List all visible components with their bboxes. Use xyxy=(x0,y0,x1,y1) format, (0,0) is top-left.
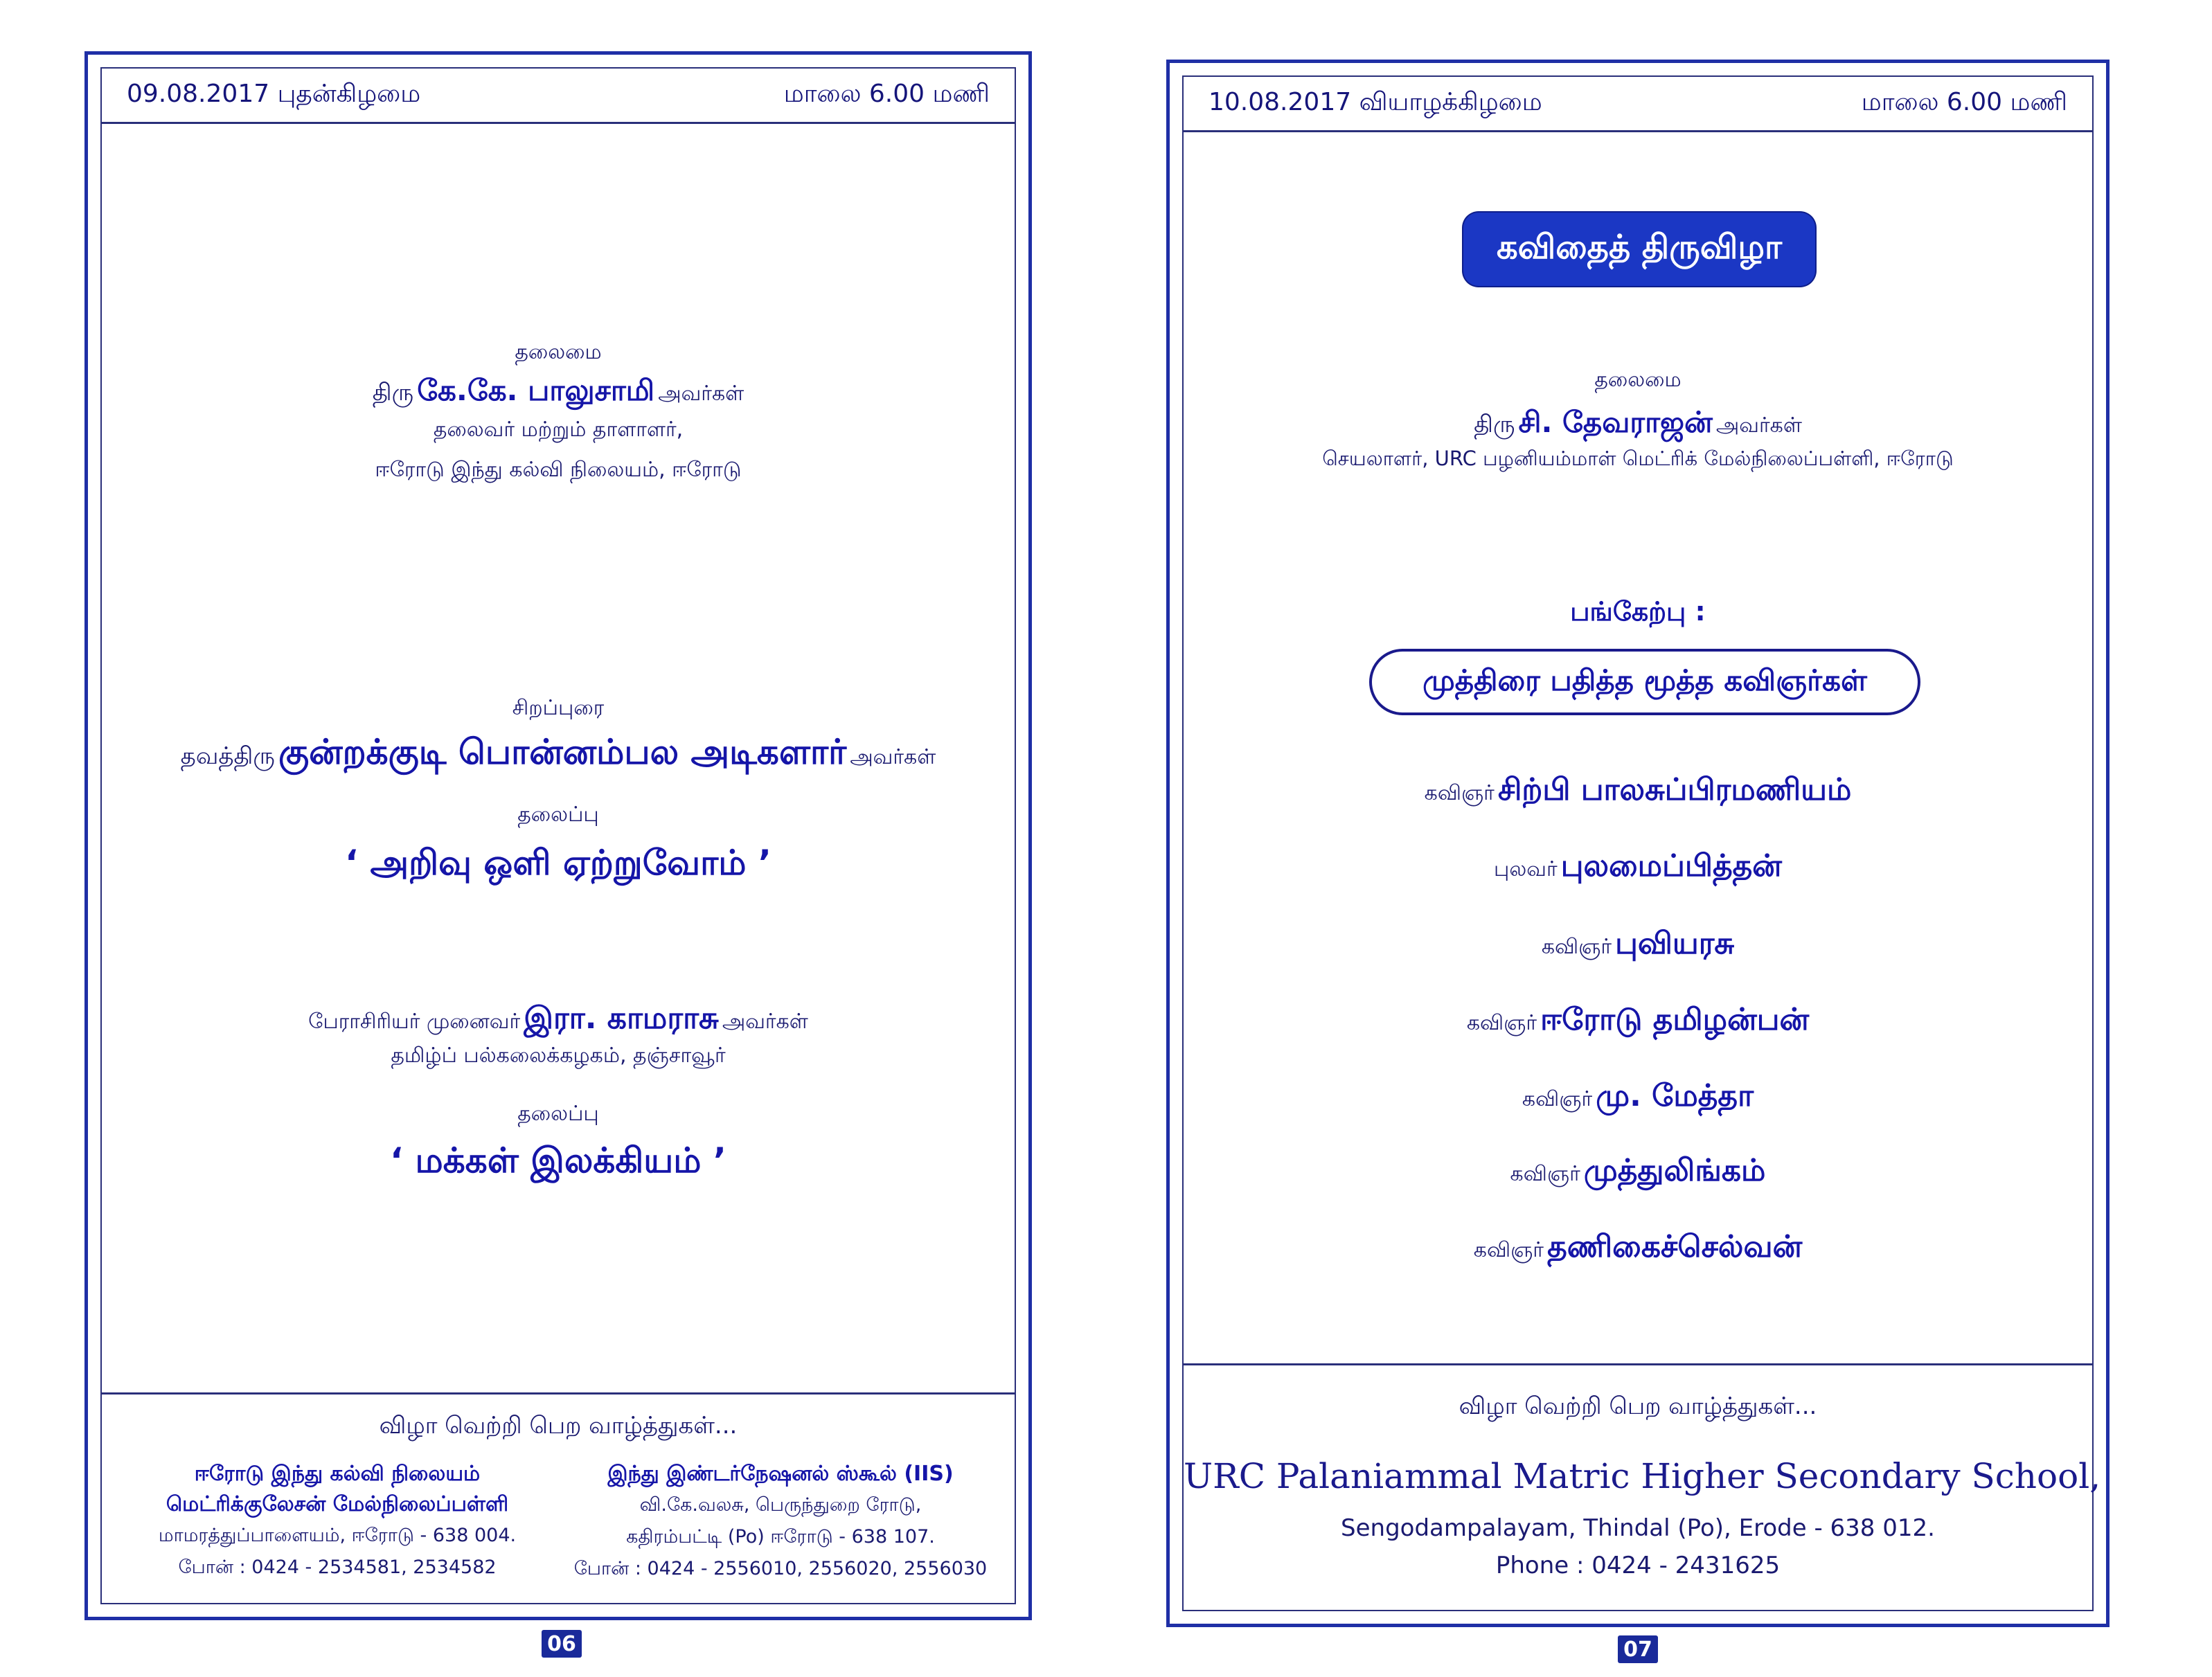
right-time: மாலை 6.00 மணி xyxy=(1861,87,2067,116)
left-speaker2-name: இரா. காமராசு xyxy=(524,1001,719,1036)
left-chair-prefix: திரு xyxy=(372,379,414,406)
poet-row-7 xyxy=(1184,1229,2092,1268)
sponsor2-line1: இந்து இண்டர்நேஷனல் ஸ்கூல் (IIS) xyxy=(607,1462,954,1486)
sponsor1-line1: ஈரோடு இந்து கல்வி நிலையம் xyxy=(194,1462,481,1486)
poet-row-3 xyxy=(1184,926,2092,965)
left-chair-line xyxy=(102,373,1015,411)
poet-1-name: சிற்பி பாலசுப்பிரமணியம் xyxy=(1497,772,1852,807)
school-address: Sengodampalayam, Thindal (Po), Erode - 638 012. xyxy=(1341,1514,1935,1542)
poet-row-2 xyxy=(1184,848,2092,888)
left-sponsor-1 xyxy=(130,1459,545,1584)
right-wishes: விழா வெற்றி பெற வாழ்த்துகள்... xyxy=(1459,1392,1817,1420)
poet-3-title: கவிஞர் xyxy=(1541,935,1612,959)
sponsor1-line2: மெட்ரிக்குலேசன் மேல்நிலைப்பள்ளி xyxy=(166,1492,509,1516)
right-page-inner-frame xyxy=(1182,75,2101,1611)
left-page-number: 06 xyxy=(542,1630,582,1658)
right-chair-prefix: திரு xyxy=(1474,411,1515,438)
left-date: 09.08.2017 புதன்கிழமை xyxy=(127,79,421,108)
sponsor1-line4: போன் : 0424 - 2534581, 2534582 xyxy=(178,1557,497,1578)
poet-2-name: புலமைப்பித்தன் xyxy=(1560,848,1782,884)
right-page xyxy=(1166,60,2110,1627)
left-speaker1-prefix: தவத்திரு xyxy=(180,742,275,770)
left-wishes: விழா வெற்றி பெற வாழ்த்துகள்... xyxy=(379,1412,738,1440)
participation-pill: முத்திரை பதித்த மூத்த கவிஞர்கள் xyxy=(1369,649,1920,715)
left-speaker2-line xyxy=(102,1001,1015,1040)
left-speaker1-name: குன்றக்குடி பொன்னம்பல அடிகளார் xyxy=(278,732,847,772)
poet-7-name: தணிகைச்செல்வன் xyxy=(1547,1229,1803,1264)
left-topic-1: ‘ அறிவு ஒளி ஏற்றுவோம் ’ xyxy=(345,843,771,883)
right-date: 10.08.2017 வியாழக்கிழமை xyxy=(1208,87,1542,116)
poet-1-title: கவிஞர் xyxy=(1424,781,1495,805)
right-chair-label: தலைமை xyxy=(1594,368,1682,392)
poet-4-title: கவிஞர் xyxy=(1466,1011,1537,1035)
poet-6-name: முத்துலிங்கம் xyxy=(1583,1153,1766,1188)
left-page-inner-frame xyxy=(100,67,1016,1604)
poet-row-6 xyxy=(1184,1153,2092,1192)
sponsor2-line2: வி.கே.வலசு, பெருந்துறை ரோடு, xyxy=(639,1494,922,1516)
left-chair-name: கே.கே. பாலுசாமி xyxy=(417,373,655,407)
participation-label: பங்கேற்பு : xyxy=(1570,596,1706,627)
right-chair-suffix: அவர்கள் xyxy=(1715,413,1802,438)
left-chair-org: ஈரோடு இந்து கல்வி நிலையம், ஈரோடு xyxy=(375,458,742,482)
right-chair-line xyxy=(1184,405,2092,443)
left-chair-label: தலைமை xyxy=(515,340,602,364)
left-speaker2-org: தமிழ்ப் பல்கலைக்கழகம், தஞ்சாவூர் xyxy=(391,1043,726,1068)
left-special-label: சிறப்புரை xyxy=(512,696,605,720)
poet-4-name: ஈரோடு தமிழன்பன் xyxy=(1540,1002,1810,1037)
poet-3-name: புவியரசு xyxy=(1615,926,1735,961)
festival-banner: கவிதைத் திருவிழா xyxy=(1463,213,1815,286)
left-speaker2-prefix: பேராசிரியர் முனைவர் xyxy=(308,1010,521,1034)
right-header xyxy=(1184,77,2092,132)
sponsor2-line4: போன் : 0424 - 2556010, 2556020, 2556030 xyxy=(573,1558,988,1579)
left-speaker1-suffix: அவர்கள் xyxy=(850,745,936,769)
right-page-number: 07 xyxy=(1618,1635,1658,1663)
poet-2-title: புலவர் xyxy=(1494,857,1558,881)
left-header xyxy=(102,69,1015,124)
right-chair-name: சி. தேவராஜன் xyxy=(1518,405,1713,439)
left-time: மாலை 6.00 மணி xyxy=(783,79,990,108)
right-chair-org: செயலாளர், URC பழனியம்மாள் மெட்ரிக் மேல்நிலைப்பள்ளி, ஈரோடு xyxy=(1322,447,1954,470)
sponsor1-line3: மாமரத்துப்பாளையம், ஈரோடு - 638 004. xyxy=(158,1525,517,1546)
left-chair-suffix: அவர்கள் xyxy=(658,382,744,406)
left-speaker1-line xyxy=(102,732,1015,777)
poet-5-name: மு. மேத்தா xyxy=(1596,1078,1754,1113)
poet-row-5 xyxy=(1184,1078,2092,1118)
left-footer-divider xyxy=(102,1392,1015,1394)
poet-7-title: கவிஞர் xyxy=(1473,1238,1544,1262)
poet-row-1 xyxy=(1184,772,2092,811)
poet-6-title: கவிஞர் xyxy=(1510,1162,1580,1186)
school-phone: Phone : 0424 - 2431625 xyxy=(1495,1552,1781,1579)
left-chair-role: தலைவர் மற்றும் தாளாளர், xyxy=(433,418,684,442)
left-topic-2: ‘ மக்கள் இலக்கியம் ’ xyxy=(390,1140,726,1181)
poet-5-title: கவிஞர் xyxy=(1522,1087,1593,1111)
sponsor2-line3: கதிரம்பட்டி (Po) ஈரோடு - 638 107. xyxy=(626,1526,935,1548)
school-name: URC Palaniammal Matric Higher Secondary School, xyxy=(1184,1456,2101,1496)
poet-row-4 xyxy=(1184,1002,2092,1041)
left-topic-label-2: தலைப்பு xyxy=(517,1102,599,1126)
left-topic-label-1: தலைப்பு xyxy=(517,802,599,827)
left-page xyxy=(84,51,1032,1620)
left-sponsor-2 xyxy=(552,1459,1009,1585)
left-speaker2-suffix: அவர்கள் xyxy=(722,1010,808,1034)
right-footer-divider xyxy=(1184,1363,2092,1365)
